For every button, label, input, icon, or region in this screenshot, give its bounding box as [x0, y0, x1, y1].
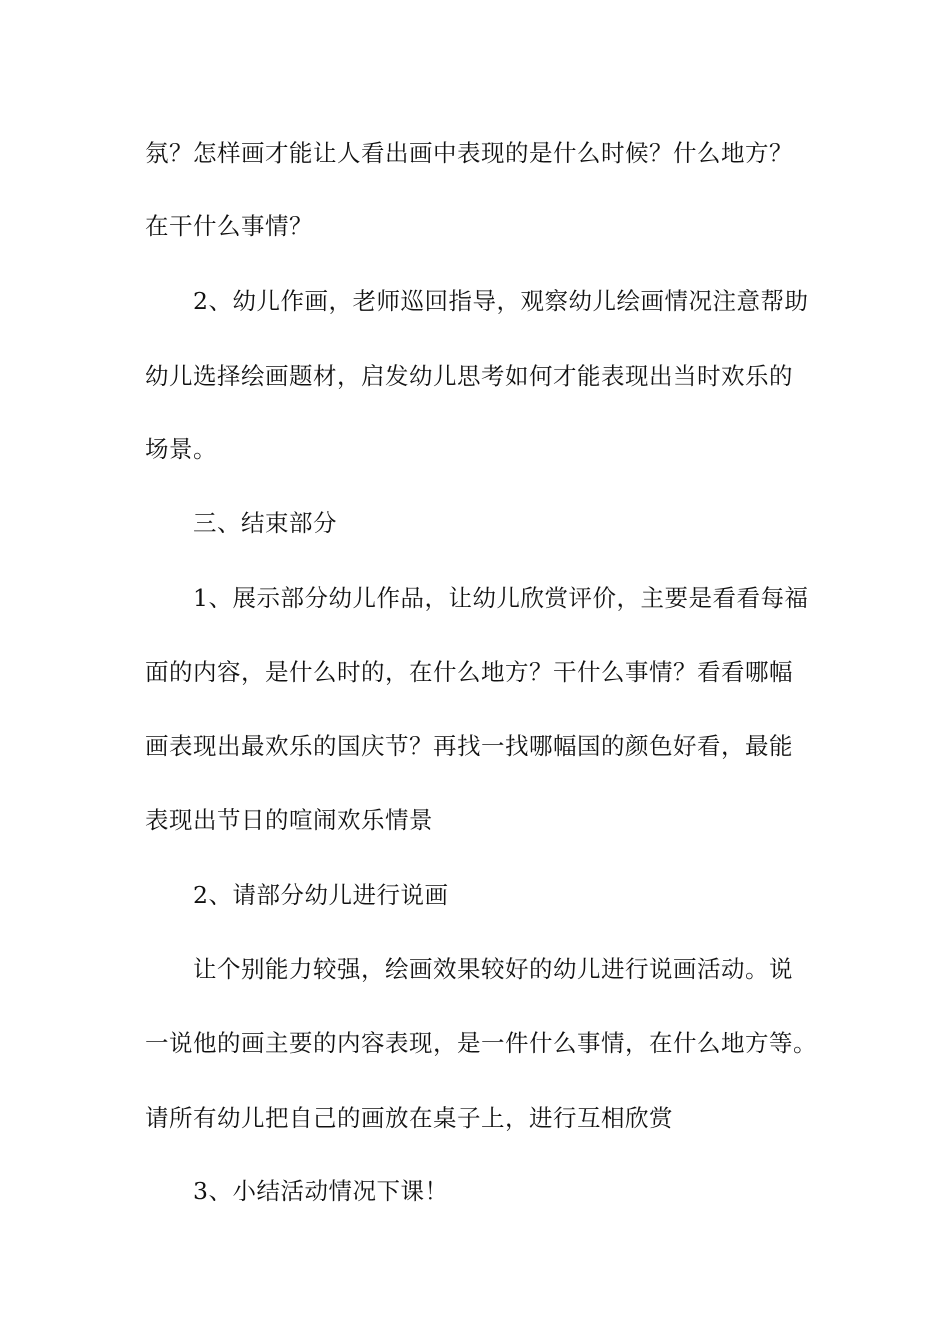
text-line-13: 一说他的画主要的内容表现，是一件什么事情，在什么地方等。 [145, 1029, 817, 1057]
text-line-14: 请所有幼儿把自己的画放在桌子上，进行互相欣赏 [145, 1104, 673, 1132]
text-line-10: 表现出节日的喧闹欢乐情景 [145, 806, 433, 834]
text-line-8: 面的内容，是什么时的，在什么地方？干什么事情？看看哪幅 [145, 658, 793, 686]
text-line-15: 3、小结活动情况下课！ [193, 1177, 449, 1205]
text-line-5: 场景。 [145, 435, 217, 463]
text-line-3: 2、幼儿作画，老师巡回指导，观察幼儿绘画情况注意帮助 [193, 287, 809, 315]
text-line-9: 画表现出最欢乐的国庆节？再找一找哪幅国的颜色好看，最能 [145, 732, 793, 760]
text-line-7: 1、展示部分幼儿作品，让幼儿欣赏评价，主要是看看每福 [193, 584, 809, 612]
text-line-4: 幼儿选择绘画题材，启发幼儿思考如何才能表现出当时欢乐的 [145, 362, 793, 390]
text-line-11: 2、请部分幼儿进行说画 [193, 881, 449, 909]
text-line-1: 氛？怎样画才能让人看出画中表现的是什么时候？什么地方？ [145, 139, 793, 167]
text-line-2: 在干什么事情？ [145, 212, 313, 240]
section-heading: 三、结束部分 [193, 509, 337, 537]
text-line-12: 让个别能力较强，绘画效果较好的幼儿进行说画活动。说 [193, 955, 793, 983]
